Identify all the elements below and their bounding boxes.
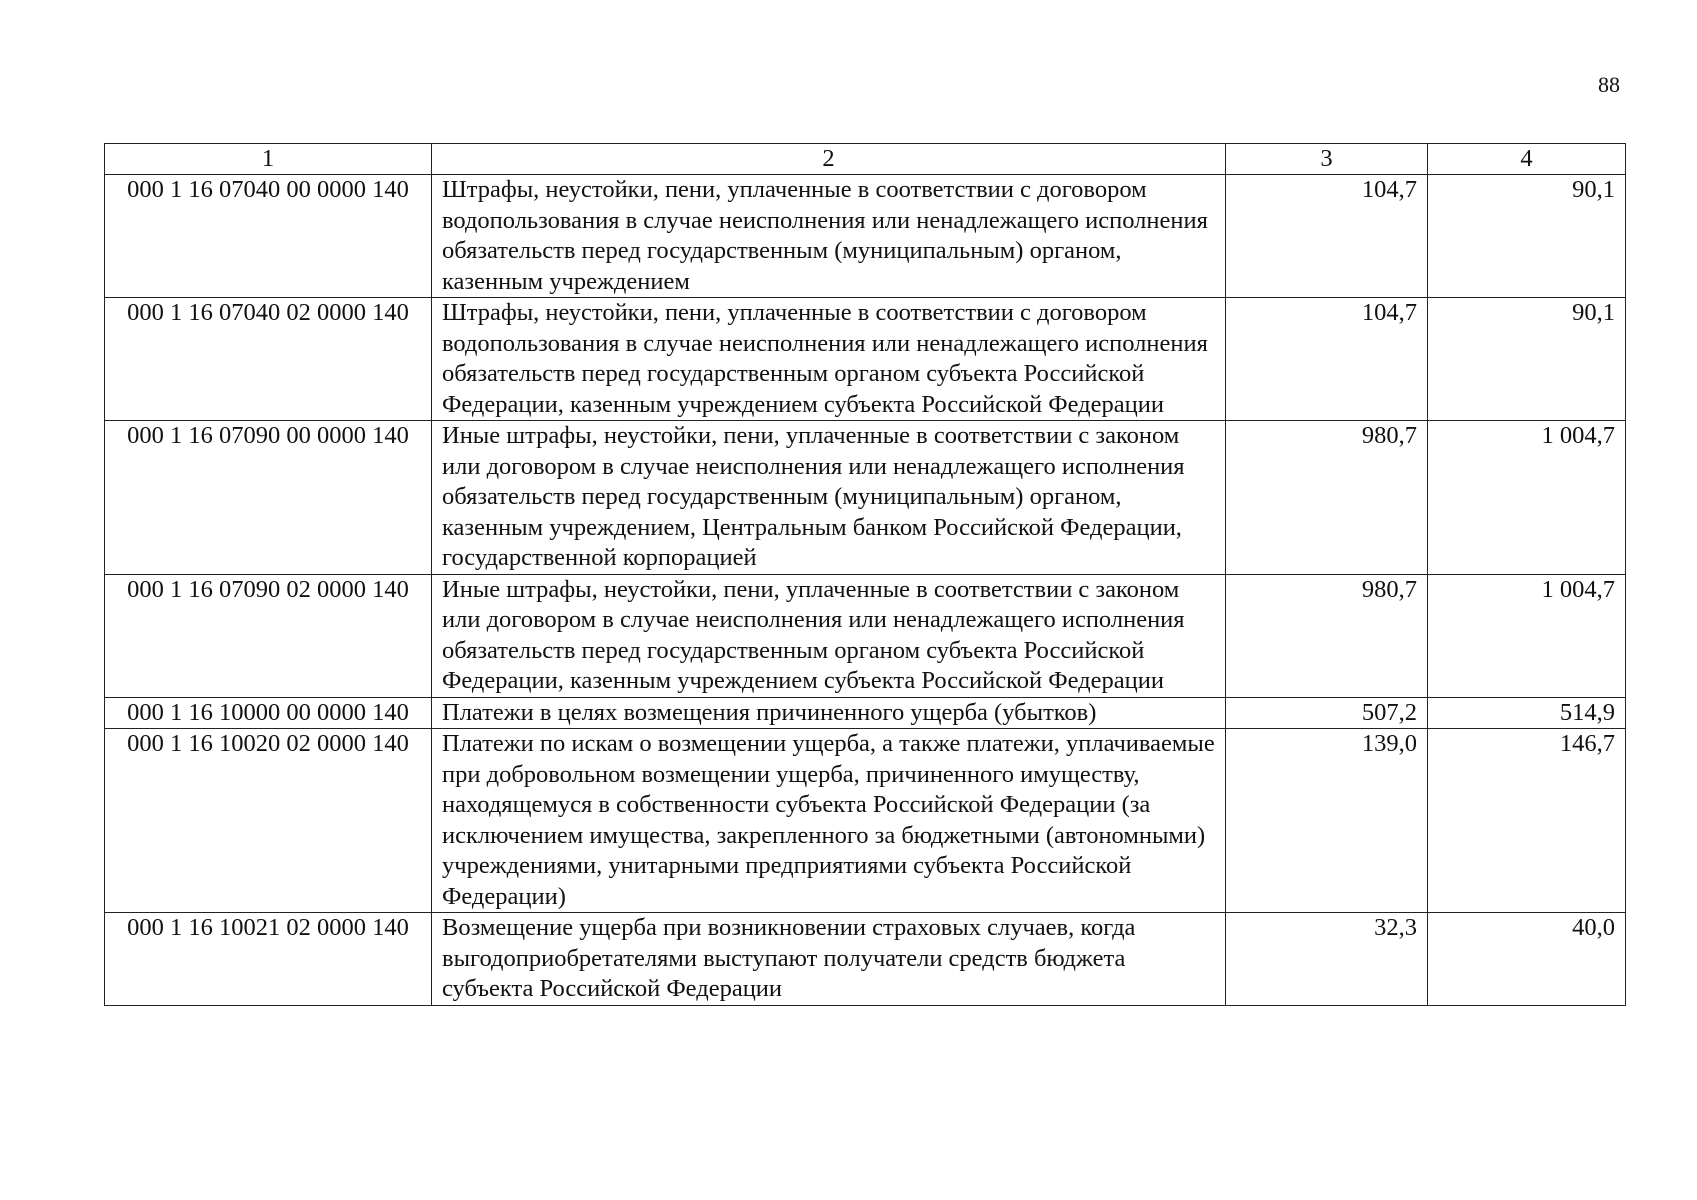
value-col4-cell: 514,9 bbox=[1428, 697, 1626, 729]
table-row bbox=[105, 729, 1626, 913]
value-col3-cell: 507,2 bbox=[1226, 697, 1428, 729]
description-cell: Платежи по искам о возмещении ущерба, а также платежи, уплачиваемые при добровольном возмещении ущерба, причиненного имуществу, находящемуся в собственности субъекта Российской Федерации (за исключением имущества, закрепленного за бюджетными (автономными) учреждениями, унитарными предприятиями субъекта Российской Федерации) bbox=[432, 729, 1226, 913]
value-col4-cell: 146,7 bbox=[1428, 729, 1626, 913]
column-header-3: 3 bbox=[1226, 144, 1428, 175]
value-col4-cell: 40,0 bbox=[1428, 913, 1626, 1006]
description-cell: Штрафы, неустойки, пени, уплаченные в соответствии с договором водопользования в случае неисполнения или ненадлежащего исполнения обязательств перед государственным (муниципальным) органом, казенным учреждением bbox=[432, 175, 1226, 298]
value-col4-cell: 90,1 bbox=[1428, 175, 1626, 298]
description-cell: Платежи в целях возмещения причиненного ущерба (убытков) bbox=[432, 697, 1226, 729]
table-row bbox=[105, 574, 1626, 697]
value-col4-cell: 1 004,7 bbox=[1428, 421, 1626, 575]
budget-code-cell: 000 1 16 10020 02 0000 140 bbox=[105, 729, 432, 913]
budget-code-cell: 000 1 16 10000 00 0000 140 bbox=[105, 697, 432, 729]
budget-code-cell: 000 1 16 10021 02 0000 140 bbox=[105, 913, 432, 1006]
value-col3-cell: 980,7 bbox=[1226, 574, 1428, 697]
budget-table bbox=[104, 143, 1626, 1006]
column-header-4: 4 bbox=[1428, 144, 1626, 175]
description-cell: Иные штрафы, неустойки, пени, уплаченные в соответствии с законом или договором в случае неисполнения или ненадлежащего исполнения обязательств перед государственным (муниципальным) органом, казенным учреждением, Центральным банком Российской Федерации, государственной корпорацией bbox=[432, 421, 1226, 575]
budget-code-cell: 000 1 16 07090 02 0000 140 bbox=[105, 574, 432, 697]
value-col3-cell: 32,3 bbox=[1226, 913, 1428, 1006]
budget-code-cell: 000 1 16 07090 00 0000 140 bbox=[105, 421, 432, 575]
budget-code-cell: 000 1 16 07040 02 0000 140 bbox=[105, 298, 432, 421]
value-col4-cell: 90,1 bbox=[1428, 298, 1626, 421]
column-header-2: 2 bbox=[432, 144, 1226, 175]
value-col3-cell: 139,0 bbox=[1226, 729, 1428, 913]
description-cell: Иные штрафы, неустойки, пени, уплаченные в соответствии с законом или договором в случае неисполнения или ненадлежащего исполнения обязательств перед государственным органом субъекта Российской Федерации, казенным учреждением субъекта Российской Федерации bbox=[432, 574, 1226, 697]
value-col4-cell: 1 004,7 bbox=[1428, 574, 1626, 697]
description-cell: Штрафы, неустойки, пени, уплаченные в соответствии с договором водопользования в случае неисполнения или ненадлежащего исполнения обязательств перед государственным органом субъекта Российской Федерации, казенным учреждением субъекта Российской Федерации bbox=[432, 298, 1226, 421]
table-header-row bbox=[105, 144, 1626, 175]
column-header-1: 1 bbox=[105, 144, 432, 175]
table-row bbox=[105, 298, 1626, 421]
budget-code-cell: 000 1 16 07040 00 0000 140 bbox=[105, 175, 432, 298]
table-row bbox=[105, 697, 1626, 729]
value-col3-cell: 104,7 bbox=[1226, 298, 1428, 421]
table-row bbox=[105, 913, 1626, 1006]
description-cell: Возмещение ущерба при возникновении страховых случаев, когда выгодоприобретателями выступают получатели средств бюджета субъекта Российской Федерации bbox=[432, 913, 1226, 1006]
value-col3-cell: 980,7 bbox=[1226, 421, 1428, 575]
page-number: 88 bbox=[1598, 72, 1620, 97]
table-row bbox=[105, 175, 1626, 298]
value-col3-cell: 104,7 bbox=[1226, 175, 1428, 298]
table-row bbox=[105, 421, 1626, 575]
